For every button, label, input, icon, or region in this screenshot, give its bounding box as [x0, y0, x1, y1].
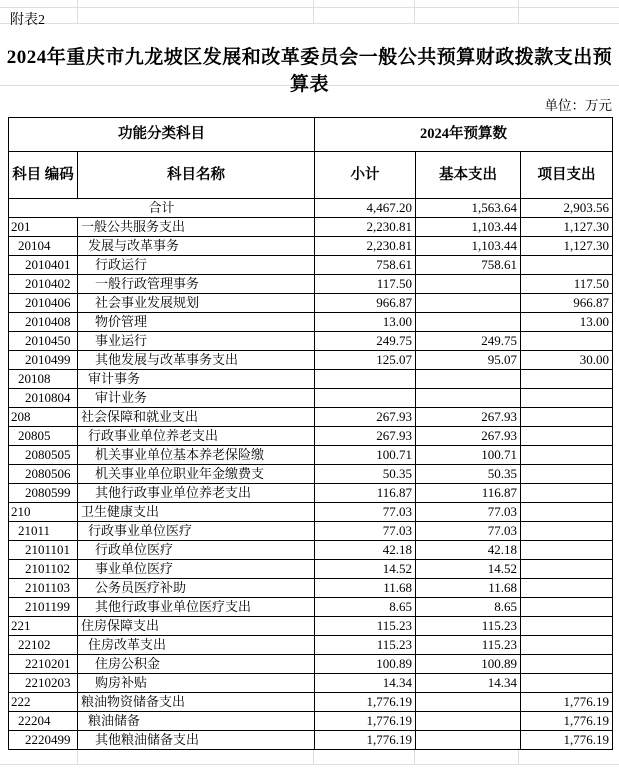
grid-line-h: [0, 23, 619, 24]
cell-subject-code: 222: [9, 693, 78, 712]
cell-subtotal: 42.18: [315, 541, 416, 560]
cell-subject-name: 行政单位医疗: [78, 541, 315, 560]
cell-subtotal: 125.07: [315, 351, 416, 370]
table-row: [9, 655, 613, 674]
cell-project-expenditure: [521, 332, 613, 351]
page-title: 2024年重庆市九龙坡区发展和改革委员会一般公共预算财政拨款支出预算表: [6, 47, 613, 95]
cell-subject-code: 2101103: [9, 579, 78, 598]
total-project-cell: 2,903.56: [521, 199, 613, 218]
cell-basic-expenditure: 115.23: [416, 617, 521, 636]
total-subtotal-cell: 4,467.20: [315, 199, 416, 218]
cell-basic-expenditure: [416, 693, 521, 712]
cell-subject-name: 卫生健康支出: [78, 503, 315, 522]
cell-subject-name: 物价管理: [78, 313, 315, 332]
cell-subject-code: 2010402: [9, 275, 78, 294]
grid-line-h: [0, 764, 619, 765]
cell-subject-code: 2010804: [9, 389, 78, 408]
cell-basic-expenditure: 100.89: [416, 655, 521, 674]
cell-subtotal: 1,776.19: [315, 731, 416, 750]
cell-subject-code: 2080505: [9, 446, 78, 465]
cell-project-expenditure: [521, 503, 613, 522]
cell-basic-expenditure: 95.07: [416, 351, 521, 370]
table-row: [9, 598, 613, 617]
grid-line-v: [414, 0, 415, 23]
unit-label: 单位：万元: [544, 98, 612, 113]
header-group-row: [9, 118, 613, 152]
total-row: [9, 199, 613, 218]
cell-subtotal: 77.03: [315, 522, 416, 541]
cell-project-expenditure: [521, 370, 613, 389]
header-functional-category: 功能分类科目: [9, 118, 315, 152]
table-row: [9, 313, 613, 332]
cell-basic-expenditure: [416, 313, 521, 332]
cell-subject-name: 住房保障支出: [78, 617, 315, 636]
cell-basic-expenditure: 100.71: [416, 446, 521, 465]
cell-project-expenditure: [521, 636, 613, 655]
cell-subtotal: 13.00: [315, 313, 416, 332]
cell-project-expenditure: 1,127.30: [521, 218, 613, 237]
cell-basic-expenditure: [416, 275, 521, 294]
cell-subject-code: 221: [9, 617, 78, 636]
cell-project-expenditure: [521, 674, 613, 693]
grid-line-v: [77, 748, 78, 764]
table-row: [9, 370, 613, 389]
cell-project-expenditure: 1,776.19: [521, 693, 613, 712]
cell-subject-code: 201: [9, 218, 78, 237]
cell-subject-code: 2010401: [9, 256, 78, 275]
cell-project-expenditure: [521, 408, 613, 427]
cell-project-expenditure: 1,127.30: [521, 237, 613, 256]
cell-subtotal: 50.35: [315, 465, 416, 484]
cell-subject-code: 2210201: [9, 655, 78, 674]
cell-basic-expenditure: 1,103.44: [416, 237, 521, 256]
header-columns-row: [9, 152, 613, 199]
table-row: [9, 541, 613, 560]
grid-line-v: [518, 0, 519, 23]
cell-project-expenditure: [521, 427, 613, 446]
cell-basic-expenditure: 115.23: [416, 636, 521, 655]
cell-subject-code: 2101101: [9, 541, 78, 560]
cell-basic-expenditure: 77.03: [416, 503, 521, 522]
cell-project-expenditure: [521, 256, 613, 275]
table-row: [9, 408, 613, 427]
cell-subject-name: 其他发展与改革事务支出: [78, 351, 315, 370]
cell-basic-expenditure: 42.18: [416, 541, 521, 560]
table-row: [9, 237, 613, 256]
cell-subject-name: 机关事业单位职业年金缴费支: [78, 465, 315, 484]
cell-basic-expenditure: [416, 712, 521, 731]
table-row: [9, 275, 613, 294]
cell-subtotal: 100.89: [315, 655, 416, 674]
table-row: [9, 218, 613, 237]
cell-project-expenditure: [521, 389, 613, 408]
attachment-label: 附表2: [10, 13, 45, 28]
table-row: [9, 332, 613, 351]
cell-project-expenditure: 966.87: [521, 294, 613, 313]
cell-basic-expenditure: 77.03: [416, 522, 521, 541]
cell-subject-name: 购房补贴: [78, 674, 315, 693]
cell-subject-name: 审计事务: [78, 370, 315, 389]
budget-table: [8, 117, 613, 750]
cell-subject-code: 208: [9, 408, 78, 427]
cell-subject-code: 20108: [9, 370, 78, 389]
cell-subject-name: 粮油物资储备支出: [78, 693, 315, 712]
cell-subtotal: 116.87: [315, 484, 416, 503]
table-row: [9, 522, 613, 541]
cell-subject-name: 住房公积金: [78, 655, 315, 674]
cell-project-expenditure: [521, 598, 613, 617]
cell-subject-name: 其他粮油储备支出: [78, 731, 315, 750]
cell-subtotal: 1,776.19: [315, 712, 416, 731]
cell-subtotal: 77.03: [315, 503, 416, 522]
cell-project-expenditure: 1,776.19: [521, 712, 613, 731]
cell-project-expenditure: [521, 484, 613, 503]
cell-subtotal: [315, 370, 416, 389]
cell-subject-name: 行政运行: [78, 256, 315, 275]
cell-subject-name: 其他行政事业单位医疗支出: [78, 598, 315, 617]
cell-basic-expenditure: 50.35: [416, 465, 521, 484]
cell-subject-code: 2010450: [9, 332, 78, 351]
cell-subject-code: 210: [9, 503, 78, 522]
cell-subject-name: 社会保障和就业支出: [78, 408, 315, 427]
cell-basic-expenditure: 8.65: [416, 598, 521, 617]
grid-line-v: [518, 748, 519, 764]
cell-subtotal: 14.34: [315, 674, 416, 693]
cell-subject-name: 粮油储备: [78, 712, 315, 731]
total-label-cell: 合计: [9, 199, 315, 218]
cell-basic-expenditure: [416, 370, 521, 389]
table-row: [9, 427, 613, 446]
cell-subject-name: 事业单位医疗: [78, 560, 315, 579]
cell-project-expenditure: 117.50: [521, 275, 613, 294]
cell-subject-name: 住房改革支出: [78, 636, 315, 655]
cell-basic-expenditure: 267.93: [416, 408, 521, 427]
cell-basic-expenditure: 14.34: [416, 674, 521, 693]
cell-subtotal: [315, 389, 416, 408]
cell-project-expenditure: [521, 579, 613, 598]
table-row: [9, 446, 613, 465]
cell-subtotal: 758.61: [315, 256, 416, 275]
header-subject-code: 科目 编码: [9, 152, 78, 199]
cell-subject-code: 2010408: [9, 313, 78, 332]
cell-subject-name: 社会事业发展规划: [78, 294, 315, 313]
cell-subject-name: 发展与改革事务: [78, 237, 315, 256]
table-row: [9, 579, 613, 598]
table-row: [9, 712, 613, 731]
cell-subject-code: 2210203: [9, 674, 78, 693]
cell-subject-code: 2101102: [9, 560, 78, 579]
cell-subtotal: 2,230.81: [315, 218, 416, 237]
cell-subtotal: 267.93: [315, 427, 416, 446]
cell-project-expenditure: [521, 560, 613, 579]
cell-subtotal: 100.71: [315, 446, 416, 465]
cell-subject-name: 公务员医疗补助: [78, 579, 315, 598]
cell-subject-code: 20104: [9, 237, 78, 256]
cell-project-expenditure: [521, 655, 613, 674]
table-row: [9, 256, 613, 275]
cell-subject-code: 2010406: [9, 294, 78, 313]
cell-basic-expenditure: 1,103.44: [416, 218, 521, 237]
table-row: [9, 503, 613, 522]
cell-basic-expenditure: [416, 389, 521, 408]
cell-basic-expenditure: [416, 294, 521, 313]
cell-subject-name: 机关事业单位基本养老保险缴: [78, 446, 315, 465]
cell-subtotal: 11.68: [315, 579, 416, 598]
table-row: [9, 560, 613, 579]
header-project-expenditure: 项目支出: [521, 152, 613, 199]
table-row: [9, 693, 613, 712]
cell-basic-expenditure: 116.87: [416, 484, 521, 503]
cell-subject-code: 21011: [9, 522, 78, 541]
cell-subject-name: 行政事业单位养老支出: [78, 427, 315, 446]
cell-basic-expenditure: 267.93: [416, 427, 521, 446]
cell-subject-code: 2101199: [9, 598, 78, 617]
grid-line-v: [313, 0, 314, 23]
cell-subject-code: 2080599: [9, 484, 78, 503]
cell-project-expenditure: 30.00: [521, 351, 613, 370]
table-row: [9, 351, 613, 370]
cell-basic-expenditure: 758.61: [416, 256, 521, 275]
cell-basic-expenditure: 249.75: [416, 332, 521, 351]
cell-subtotal: 117.50: [315, 275, 416, 294]
table-row: [9, 617, 613, 636]
total-basic-cell: 1,563.64: [416, 199, 521, 218]
table-row: [9, 731, 613, 750]
cell-subtotal: 966.87: [315, 294, 416, 313]
cell-subtotal: 1,776.19: [315, 693, 416, 712]
cell-subject-code: 20805: [9, 427, 78, 446]
cell-subject-name: 其他行政事业单位养老支出: [78, 484, 315, 503]
cell-basic-expenditure: [416, 731, 521, 750]
cell-project-expenditure: 13.00: [521, 313, 613, 332]
header-subtotal: 小计: [315, 152, 416, 199]
table-row: [9, 294, 613, 313]
grid-line-v: [414, 748, 415, 764]
table-row: [9, 484, 613, 503]
cell-project-expenditure: [521, 522, 613, 541]
table-row: [9, 389, 613, 408]
cell-subject-name: 审计业务: [78, 389, 315, 408]
table-row: [9, 465, 613, 484]
cell-subject-code: 22102: [9, 636, 78, 655]
grid-line-v: [77, 0, 78, 23]
header-2024-budget: 2024年预算数: [315, 118, 613, 152]
cell-subject-code: 2010499: [9, 351, 78, 370]
cell-subject-name: 一般行政管理事务: [78, 275, 315, 294]
cell-subject-code: 22204: [9, 712, 78, 731]
cell-project-expenditure: [521, 465, 613, 484]
cell-project-expenditure: [521, 617, 613, 636]
table-row: [9, 674, 613, 693]
cell-subtotal: 2,230.81: [315, 237, 416, 256]
cell-subject-code: 2080506: [9, 465, 78, 484]
cell-subject-code: 2220499: [9, 731, 78, 750]
cell-project-expenditure: 1,776.19: [521, 731, 613, 750]
table-row: [9, 636, 613, 655]
cell-subtotal: 8.65: [315, 598, 416, 617]
cell-subtotal: 249.75: [315, 332, 416, 351]
cell-project-expenditure: [521, 541, 613, 560]
cell-subtotal: 267.93: [315, 408, 416, 427]
cell-project-expenditure: [521, 446, 613, 465]
cell-subtotal: 115.23: [315, 617, 416, 636]
cell-subtotal: 14.52: [315, 560, 416, 579]
grid-line-h: [0, 7, 619, 8]
header-basic-expenditure: 基本支出: [416, 152, 521, 199]
cell-subject-name: 行政事业单位医疗: [78, 522, 315, 541]
cell-subtotal: 115.23: [315, 636, 416, 655]
grid-line-v: [313, 748, 314, 764]
cell-basic-expenditure: 11.68: [416, 579, 521, 598]
cell-subject-name: 事业运行: [78, 332, 315, 351]
cell-subject-name: 一般公共服务支出: [78, 218, 315, 237]
cell-basic-expenditure: 14.52: [416, 560, 521, 579]
header-subject-name: 科目名称: [78, 152, 315, 199]
